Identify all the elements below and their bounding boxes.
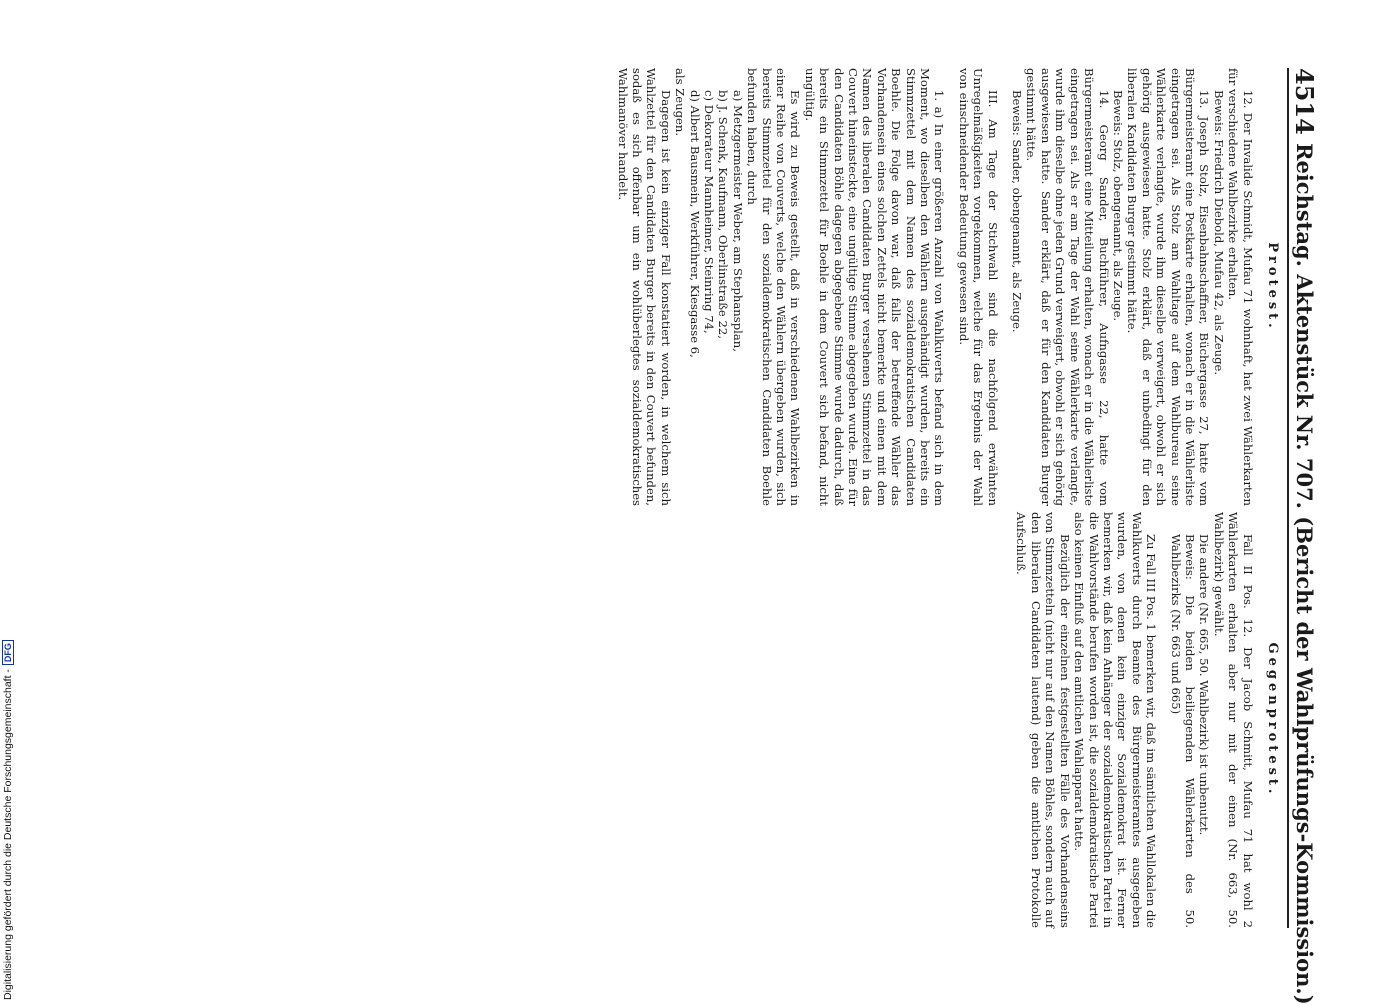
page-number: 4514	[1290, 68, 1319, 135]
section-iii-intro: III. Am Tage der Stichwahl sind die nachfolgend erwähnten Unregelmäßigkeiten vorgekommen, welche für das Ergebnis der Wahl von einschneidender Bedeutung gewesen sind.	[956, 68, 1000, 506]
counter-paragraph-1b: Die andere (Nr. 665, 50. Wahlbezirk) ist unbenutzt.	[1197, 534, 1212, 836]
witness-list	[687, 68, 745, 506]
digitization-credit	[2, 610, 16, 1000]
page-header	[1287, 68, 1321, 1005]
dfg-logo: DFG	[2, 640, 14, 665]
list-item: c) Dekorateur Mannheimer, Steinring 74,	[701, 90, 716, 334]
paragraph-conclusion: Dagegen ist kein einziger Fall konstatiert worden, in welchem sich Wahlzettel für den Candidaten Burger bereits in den Couvert befunden, sodaß es sich offenbar um ein wohlüberlegtes sozialdemokratisches Wahlmanöver handelt.	[615, 68, 673, 506]
counter-evidence: Beweis: Die beiden beiliegenden Wählerkarten des 50. Wahlbezirks (Nr. 663 und 665)	[1168, 534, 1197, 928]
evidence-14: Beweis: Sander, obengenannt, als Zeuge.	[1010, 90, 1025, 333]
list-item: d) Albert Bausmein, Werkführer, Kiesgasse 6,	[687, 90, 702, 358]
protest-column	[615, 68, 1283, 506]
list-item: a) Metzgermeister Weber, am Stephansplan,	[730, 90, 745, 352]
page-title: Reichstag. Aktenstück Nr. 707. (Bericht der Wahlprüfungs-Kommission.)	[1292, 143, 1317, 1005]
paragraph-14: 14. Georg Sander, Buchführer, Aufngasse 22, hatte vom Bürgermeisteramt eine Mitteilung erhalten, wonach er in die Wählerliste eingetragen sei. Als er am Tage der Wahl seine Wählerkarte verlangte, wurde ihm dieselbe ohne jeden Grund verweigert, obwohl er sich gehörig ausgewiesen hatte. Sander erklärt, daß er für den Kandidaten Burger gestimmt hätte.	[1024, 68, 1111, 506]
counter-protest-heading: Gegenprotest.	[1265, 642, 1280, 798]
paragraph-13: 13. Joseph Stolz, Eisenbahnschaffner, Büchergasse 27, hatte vom Bürgermeisteramt eine Postkarte erhalten, wonach er in die Wählerliste eingetragen sei. Als Stolz am Wahltage auf dem Wahlbureau seine Wählerkarte verlangte, wurde ihm dieselbe verweigert, obwohl er sich gehörig ausgewiesen hatte. Stolz erklärt, daß er unbedingt für den liberalen Kandidaten Burger gestimmt hätte.	[1125, 68, 1212, 506]
credit-text: Digitalisierung gefördert durch die Deutsche Forschungsgemeinschaft -	[2, 669, 14, 1000]
protest-heading: Protest.	[1265, 242, 1280, 332]
witness-closing: als Zeugen.	[673, 68, 688, 137]
evidence-12: Beweis: Friedrich Diebold, Mufau 42, als Zeuge.	[1211, 90, 1226, 376]
counter-paragraph-1: Fall II Pos. 12. Der Jacob Schmitt, Mufau 71 hat wohl 2 Wählerkarten erhalten aber nur mit der einen (Nr. 663, 50. Wahlbezirk) gewählt.	[1211, 512, 1255, 928]
paragraph-proof: Es wird zu Beweis gestellt, daß in verschiedenen Wahlbezirken in einer Reihe von Couverts, welche den Wählern übergeben wurden, sich bereits Stimmzettel für den sozialdemokratischen Candidaten Boehle befunden haben, durch	[745, 68, 803, 506]
counter-paragraph-2: Zu Fall III Pos. 1 bemerken wir, daß im sämtlichen Wahllokalen die Wahlkuverts durch Beamte des Bürgermeisteramtes ausgegeben wurden, von denen kein einziger Sozialdemokrat ist. Ferner bemerken wir, daß kein Anhänger der sozialdemokratischen Partei in die Wahlvorstände berufen worden ist, die sozialdemokratische Partei also keinen Einfluß auf den amtlichen Wahlapparat hatte.	[1072, 512, 1159, 928]
list-item: b) J. Schenk, Kaufmann, Oberlinstraße 22,	[716, 90, 731, 339]
evidence-13: Beweis: Stolz, obengenannt, als Zeuge.	[1110, 90, 1125, 322]
counter-protest-column	[1014, 512, 1283, 928]
paragraph-1a: 1. a) In einer größeren Anzahl von Wahlkuverts befand sich in dem Moment, wo dieselben den Wählern ausgehändigt wurden, bereits ein Stimmzettel mit dem Namen des sozialdemokratischen Candidaten Boehle. Die Folge davon war, daß falls der betreffende Wähler das Vorhandensein eines solchen Zettels nicht bemerkte und einen mit dem Namen des liberalen Candidaten Burger versehenen Stimmzettel in das Couvert hineinsteckte, eine ungültige Stimme abgegeben wurde. Eine für den Candidaten Böhle dagegen abgegebene Stimme wurde dadurch, daß bereits ein Stimmzettel für Boehle in dem Couvert sich befand, nicht ungültig.	[802, 68, 947, 506]
counter-paragraph-3: Bezüglich der einzelnen festgestellten Fälle des Vorhandenseins von Stimmzetteln (nicht nur auf den Namen Böhles, sondern auch auf den liberalen Candidaten lautend) geben die amtlichen Protokolle Aufschluß.	[1014, 512, 1072, 928]
paragraph-12: 12. Der Invalide Schmidt, Mufau 71 wohnhaft, hat zwei Wählerkarten für verschiedene Wahlbezirke erhalten.	[1226, 68, 1255, 506]
